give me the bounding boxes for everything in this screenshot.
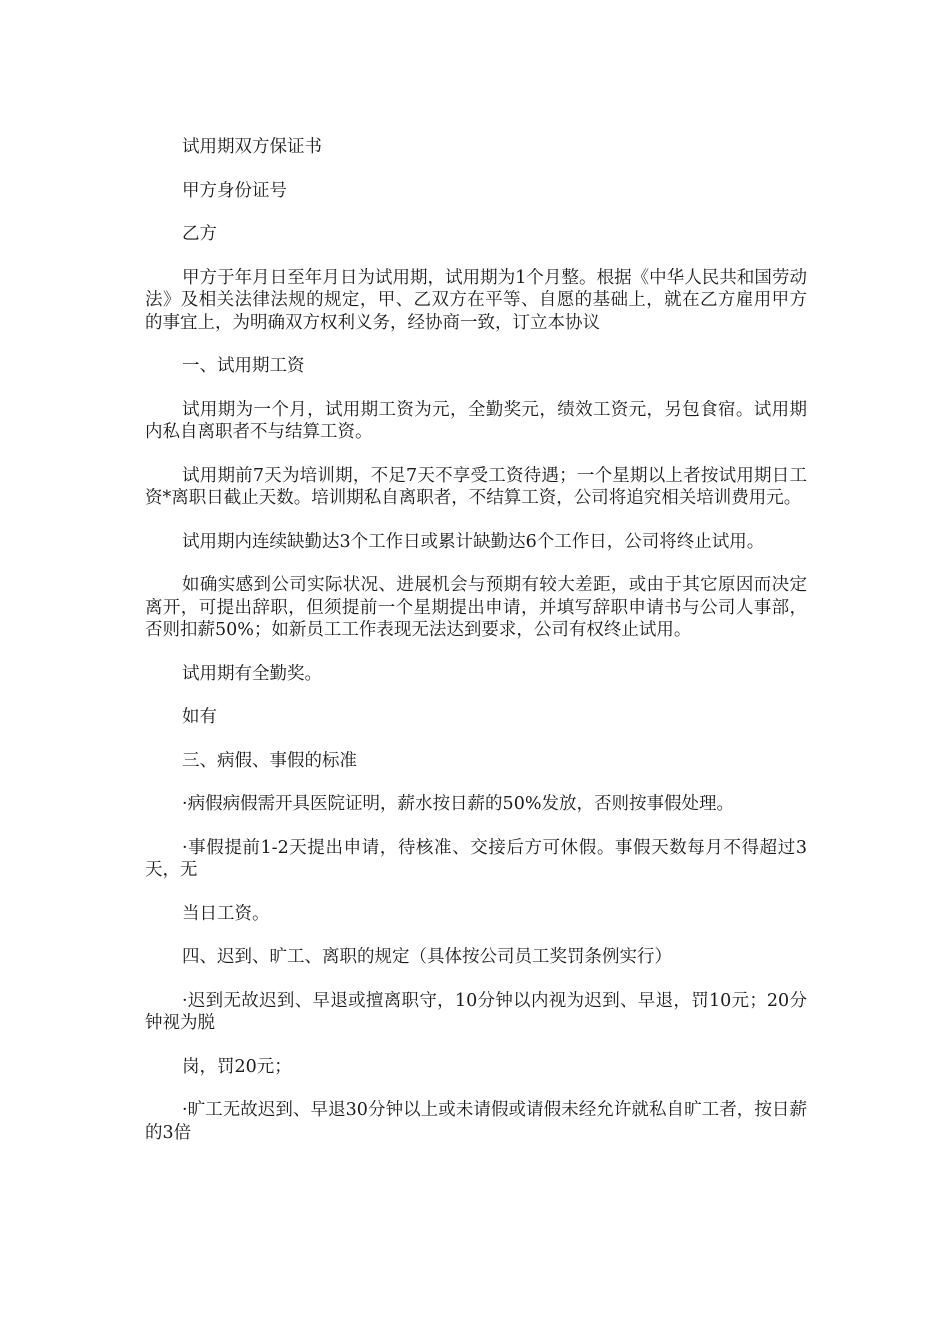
document-title: 试用期双方保证书: [182, 137, 322, 157]
section-heading-probation-salary: 一、试用期工资: [182, 356, 305, 376]
list-item: ·迟到无故迟到、早退或擅离职守，10分钟以内视为迟到、早退，罚10元；20分钟视为脱: [145, 990, 807, 1033]
preamble-paragraph: 甲方于年月日至年月日为试用期，试用期为1个月整。根据《中华人民共和国劳动法》及相关法律法规的规定，甲、乙双方在平等、自愿的基础上，就在乙方雇用甲方的事宜上，为明确双方权利义务，经协商一致，订立本协议: [145, 267, 807, 333]
section-heading-leave: 三、病假、事假的标准: [182, 750, 357, 771]
document-body: [145, 136, 807, 1165]
list-item: ·旷工无故迟到、早退30分钟以上或未请假或请假未经允许就私自旷工者，按日薪的3倍: [145, 1100, 807, 1143]
body-paragraph: 如确实感到公司实际状况、进展机会与预期有较大差距，或由于其它原因而决定离开，可提出辞职，但须提前一个星期提出申请，并填写辞职申请书与公司人事部，否则扣薪50%；如新员工工作表现无法达到要求，公司有权终止试用。: [145, 575, 807, 640]
list-item: ·事假提前1-2天提出申请，待核准、交接后方可休假。事假天数每月不得超过3天，无: [145, 837, 807, 880]
body-paragraph: 如有: [182, 707, 217, 727]
section-heading-lateness: 四、迟到、旷工、离职的规定（具体按公司员工奖罚条例实行）: [182, 947, 672, 967]
list-item: ·病假病假需开具医院证明，薪水按日薪的50%发放，否则按事假处理。: [182, 794, 734, 814]
party-a-id-line: 甲方身份证号: [182, 180, 287, 201]
body-paragraph: 试用期有全勤奖。: [182, 663, 322, 684]
body-paragraph: 试用期为一个月，试用期工资为元，全勤奖元，绩效工资元，另包食宿。试用期内私自离职者不与结算工资。: [145, 399, 807, 442]
party-b-line: 乙方: [182, 224, 217, 244]
body-paragraph: 试用期内连续缺勤达3个工作日或累计缺勤达6个工作日，公司将终止试用。: [182, 531, 765, 552]
body-paragraph: 试用期前7天为培训期，不足7天不享受工资待遇；一个星期以上者按试用期日工资*离职日截止天数。培训期私自离职者，不结算工资，公司将追究相关培训费用元。: [145, 465, 807, 508]
body-paragraph: 当日工资。: [182, 903, 270, 924]
body-paragraph: 岗，罚20元；: [182, 1056, 292, 1077]
